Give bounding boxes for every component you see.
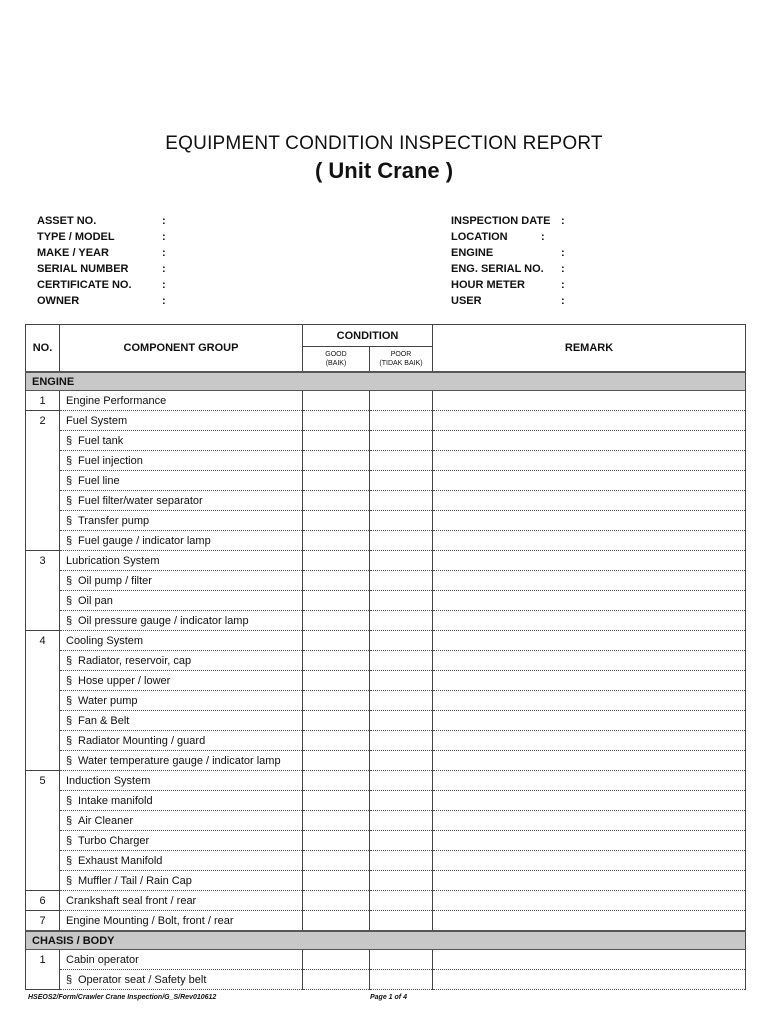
- poor-cell[interactable]: [370, 891, 433, 911]
- info-label: ENG. SERIAL NO.: [451, 263, 544, 275]
- good-cell[interactable]: [303, 691, 370, 711]
- bullet-icon: §: [66, 654, 73, 667]
- remark-cell[interactable]: [433, 871, 746, 891]
- poor-cell[interactable]: [370, 531, 433, 551]
- good-cell[interactable]: [303, 811, 370, 831]
- info-colon: :: [162, 215, 166, 227]
- component-label: Air Cleaner: [78, 814, 134, 827]
- bullet-icon: §: [66, 854, 73, 867]
- good-cell[interactable]: [303, 831, 370, 851]
- row-number: 1: [26, 391, 60, 411]
- component-label: Induction System: [66, 774, 151, 787]
- component-cell: [60, 491, 303, 511]
- good-cell[interactable]: [303, 711, 370, 731]
- good-cell[interactable]: [303, 471, 370, 491]
- component-cell: [60, 811, 303, 831]
- info-field: [451, 261, 651, 277]
- poor-cell[interactable]: [370, 611, 433, 631]
- poor-cell[interactable]: [370, 451, 433, 471]
- component-cell: [60, 970, 303, 990]
- component-label: Fuel filter/water separator: [78, 494, 203, 507]
- component-cell: [60, 891, 303, 911]
- row-number: [26, 511, 60, 531]
- table-row: [26, 811, 746, 831]
- info-colon: :: [561, 279, 565, 291]
- remark-cell[interactable]: [433, 811, 746, 831]
- info-label: ENGINE: [451, 247, 494, 259]
- info-colon: :: [561, 295, 565, 307]
- component-cell: [60, 631, 303, 651]
- row-number: 4: [26, 631, 60, 651]
- component-label: Fuel System: [66, 414, 128, 427]
- col-good-header: GOOD (BAIK): [303, 347, 370, 373]
- poor-cell[interactable]: [370, 731, 433, 751]
- remark-cell[interactable]: [433, 751, 746, 771]
- poor-cell[interactable]: [370, 791, 433, 811]
- poor-cell[interactable]: [370, 471, 433, 491]
- table-row: [26, 791, 746, 811]
- table-row: [26, 431, 746, 451]
- remark-cell[interactable]: [433, 511, 746, 531]
- poor-cell[interactable]: [370, 831, 433, 851]
- bullet-icon: §: [66, 734, 73, 747]
- poor-cell[interactable]: [370, 751, 433, 771]
- table-row: [26, 571, 746, 591]
- poor-cell[interactable]: [370, 911, 433, 932]
- remark-cell[interactable]: [433, 471, 746, 491]
- info-field: [37, 261, 237, 277]
- component-cell: [60, 711, 303, 731]
- info-label: INSPECTION DATE: [451, 215, 551, 227]
- row-number: [26, 571, 60, 591]
- remark-cell[interactable]: [433, 491, 746, 511]
- component-cell: [60, 591, 303, 611]
- good-cell[interactable]: [303, 551, 370, 571]
- component-cell: [60, 431, 303, 451]
- table-row: [26, 891, 746, 911]
- row-number: [26, 591, 60, 611]
- component-cell: [60, 911, 303, 932]
- component-cell: [60, 691, 303, 711]
- remark-cell[interactable]: [433, 851, 746, 871]
- component-cell: [60, 771, 303, 791]
- table-row: [26, 411, 746, 431]
- remark-cell[interactable]: [433, 711, 746, 731]
- row-number: 5: [26, 771, 60, 791]
- info-field: [37, 293, 237, 309]
- bullet-icon: §: [66, 714, 73, 727]
- bullet-icon: §: [66, 834, 73, 847]
- component-label: Transfer pump: [78, 514, 150, 527]
- row-number: [26, 531, 60, 551]
- table-row: [26, 631, 746, 651]
- info-right-block: [451, 213, 651, 309]
- component-cell: [60, 871, 303, 891]
- bullet-icon: §: [66, 594, 73, 607]
- row-number: 6: [26, 891, 60, 911]
- inspection-table: [25, 324, 746, 990]
- table-row: [26, 391, 746, 411]
- info-field: [451, 293, 651, 309]
- info-field: [37, 245, 237, 261]
- row-number: [26, 691, 60, 711]
- poor-cell[interactable]: [370, 491, 433, 511]
- component-label: Cabin operator: [66, 953, 139, 966]
- remark-cell[interactable]: [433, 731, 746, 751]
- info-colon: :: [561, 263, 565, 275]
- info-field: [37, 229, 237, 245]
- row-number: [26, 851, 60, 871]
- remark-cell[interactable]: [433, 651, 746, 671]
- poor-cell[interactable]: [370, 391, 433, 411]
- good-cell[interactable]: [303, 531, 370, 551]
- row-number: [26, 751, 60, 771]
- bullet-icon: §: [66, 794, 73, 807]
- info-label: OWNER: [37, 295, 80, 307]
- table-row: [26, 871, 746, 891]
- component-label: Crankshaft seal front / rear: [66, 894, 197, 907]
- good-cell[interactable]: [303, 871, 370, 891]
- component-label: Engine Mounting / Bolt, front / rear: [66, 914, 234, 927]
- bullet-icon: §: [66, 514, 73, 527]
- component-label: Fuel line: [78, 474, 120, 487]
- col-component-header: COMPONENT GROUP: [60, 325, 303, 373]
- good-cell[interactable]: [303, 771, 370, 791]
- remark-cell[interactable]: [433, 391, 746, 411]
- remark-cell[interactable]: [433, 911, 746, 932]
- remark-cell[interactable]: [433, 451, 746, 471]
- poor-cell[interactable]: [370, 631, 433, 651]
- row-number: [26, 970, 60, 990]
- component-label: Radiator Mounting / guard: [78, 734, 206, 747]
- section-header: [26, 372, 746, 391]
- info-left-block: [37, 213, 237, 309]
- good-cell[interactable]: [303, 911, 370, 932]
- poor-cell[interactable]: [370, 871, 433, 891]
- component-label: Engine Performance: [66, 394, 167, 407]
- table-row: [26, 551, 746, 571]
- component-cell: [60, 851, 303, 871]
- remark-cell[interactable]: [433, 691, 746, 711]
- good-cell[interactable]: [303, 651, 370, 671]
- row-number: [26, 711, 60, 731]
- poor-cell[interactable]: [370, 511, 433, 531]
- poor-cell[interactable]: [370, 851, 433, 871]
- row-number: [26, 871, 60, 891]
- component-label: Turbo Charger: [78, 834, 150, 847]
- bullet-icon: §: [66, 674, 73, 687]
- remark-cell[interactable]: [433, 611, 746, 631]
- table-row: [26, 471, 746, 491]
- report-subtitle: ( Unit Crane ): [314, 158, 454, 183]
- component-cell: [60, 791, 303, 811]
- info-colon: :: [162, 295, 166, 307]
- component-label: Fuel gauge / indicator lamp: [78, 534, 211, 547]
- remark-cell[interactable]: [433, 950, 746, 970]
- info-label: CERTIFICATE NO.: [37, 279, 132, 291]
- table-row: [26, 751, 746, 771]
- component-label: Oil pump / filter: [78, 574, 152, 587]
- component-label: Hose upper / lower: [78, 674, 171, 687]
- component-cell: [60, 551, 303, 571]
- component-label: Oil pan: [78, 594, 113, 607]
- info-colon: :: [162, 263, 166, 275]
- remark-cell[interactable]: [433, 891, 746, 911]
- info-colon: :: [162, 247, 166, 259]
- remark-cell[interactable]: [433, 970, 746, 990]
- remark-cell[interactable]: [433, 531, 746, 551]
- table-row: [26, 950, 746, 970]
- info-label: USER: [451, 295, 482, 307]
- component-cell: [60, 511, 303, 531]
- table-row: [26, 771, 746, 791]
- remark-cell[interactable]: [433, 631, 746, 651]
- component-cell: [60, 411, 303, 431]
- good-cell[interactable]: [303, 611, 370, 631]
- poor-cell[interactable]: [370, 591, 433, 611]
- info-label: SERIAL NUMBER: [37, 263, 129, 275]
- info-colon: :: [561, 215, 565, 227]
- good-cell[interactable]: [303, 731, 370, 751]
- poor-cell[interactable]: [370, 551, 433, 571]
- good-cell[interactable]: [303, 970, 370, 990]
- info-field: [451, 229, 651, 245]
- component-label: Cooling System: [66, 634, 144, 647]
- good-cell[interactable]: [303, 950, 370, 970]
- info-field: [37, 277, 237, 293]
- row-number: [26, 831, 60, 851]
- info-colon: :: [162, 231, 166, 243]
- component-cell: [60, 391, 303, 411]
- report-title: EQUIPMENT CONDITION INSPECTION REPORT: [165, 133, 603, 154]
- info-field: [451, 213, 651, 229]
- component-label: Water temperature gauge / indicator lamp: [78, 754, 281, 767]
- table-row: [26, 831, 746, 851]
- good-cell[interactable]: [303, 491, 370, 511]
- table-row: [26, 851, 746, 871]
- component-cell: [60, 451, 303, 471]
- remark-cell[interactable]: [433, 771, 746, 791]
- remark-cell[interactable]: [433, 831, 746, 851]
- component-label: Oil pressure gauge / indicator lamp: [78, 614, 249, 627]
- row-number: [26, 611, 60, 631]
- info-label: HOUR METER: [451, 279, 525, 291]
- bullet-icon: §: [66, 534, 73, 547]
- info-label: TYPE / MODEL: [37, 231, 115, 243]
- remark-cell[interactable]: [433, 791, 746, 811]
- component-label: Exhaust Manifold: [78, 854, 163, 867]
- remark-cell[interactable]: [433, 671, 746, 691]
- row-number: [26, 651, 60, 671]
- info-field: [37, 213, 237, 229]
- info-colon: :: [561, 247, 565, 259]
- row-number: 3: [26, 551, 60, 571]
- component-label: Water pump: [78, 694, 138, 707]
- col-condition-header: CONDITION: [303, 325, 433, 347]
- poor-cell[interactable]: [370, 411, 433, 431]
- component-label: Intake manifold: [78, 794, 153, 807]
- info-label: LOCATION: [451, 231, 508, 243]
- poor-cell[interactable]: [370, 711, 433, 731]
- poor-cell[interactable]: [370, 651, 433, 671]
- row-number: [26, 811, 60, 831]
- component-cell: [60, 471, 303, 491]
- component-label: Lubrication System: [66, 554, 160, 567]
- info-label: ASSET NO.: [37, 215, 97, 227]
- row-number: [26, 791, 60, 811]
- poor-cell[interactable]: [370, 811, 433, 831]
- row-number: 2: [26, 411, 60, 431]
- good-cell[interactable]: [303, 791, 370, 811]
- good-cell[interactable]: [303, 451, 370, 471]
- remark-cell[interactable]: [433, 431, 746, 451]
- bullet-icon: §: [66, 434, 73, 447]
- info-colon: :: [541, 231, 545, 243]
- bullet-icon: §: [66, 874, 73, 887]
- bullet-icon: §: [66, 494, 73, 507]
- good-cell[interactable]: [303, 631, 370, 651]
- table-row: [26, 491, 746, 511]
- good-cell[interactable]: [303, 591, 370, 611]
- col-no-header: NO.: [26, 325, 60, 373]
- section-title: CHASIS / BODY: [26, 931, 746, 950]
- row-number: [26, 491, 60, 511]
- section-title: ENGINE: [26, 372, 746, 391]
- table-row: [26, 911, 746, 932]
- table-row: [26, 671, 746, 691]
- bullet-icon: §: [66, 973, 73, 986]
- component-label: Fuel tank: [78, 434, 124, 447]
- poor-cell[interactable]: [370, 691, 433, 711]
- component-cell: [60, 671, 303, 691]
- section-header: [26, 931, 746, 950]
- remark-cell[interactable]: [433, 591, 746, 611]
- poor-cell[interactable]: [370, 431, 433, 451]
- component-label: Fan & Belt: [78, 714, 130, 727]
- poor-cell[interactable]: [370, 671, 433, 691]
- row-number: [26, 671, 60, 691]
- component-cell: [60, 950, 303, 970]
- component-cell: [60, 531, 303, 551]
- table-row: [26, 451, 746, 471]
- info-label: MAKE / YEAR: [37, 247, 109, 259]
- good-cell[interactable]: [303, 751, 370, 771]
- poor-cell[interactable]: [370, 571, 433, 591]
- remark-cell[interactable]: [433, 411, 746, 431]
- good-cell[interactable]: [303, 671, 370, 691]
- good-cell[interactable]: [303, 851, 370, 871]
- component-label: Fuel injection: [78, 454, 143, 467]
- good-cell[interactable]: [303, 571, 370, 591]
- info-field: [451, 245, 651, 261]
- component-label: Operator seat / Safety belt: [78, 973, 207, 986]
- good-cell[interactable]: [303, 391, 370, 411]
- remark-cell[interactable]: [433, 571, 746, 591]
- bullet-icon: §: [66, 754, 73, 767]
- good-cell[interactable]: [303, 511, 370, 531]
- bullet-icon: §: [66, 454, 73, 467]
- component-cell: [60, 651, 303, 671]
- row-number: 7: [26, 911, 60, 932]
- component-cell: [60, 731, 303, 751]
- table-row: [26, 611, 746, 631]
- poor-cell[interactable]: [370, 970, 433, 990]
- component-label: Muffler / Tail / Rain Cap: [78, 874, 192, 887]
- col-remark-header: REMARK: [433, 325, 746, 373]
- component-cell: [60, 831, 303, 851]
- table-row: [26, 531, 746, 551]
- row-number: 1: [26, 950, 60, 970]
- table-row: [26, 511, 746, 531]
- row-number: [26, 431, 60, 451]
- bullet-icon: §: [66, 574, 73, 587]
- row-number: [26, 451, 60, 471]
- table-row: [26, 731, 746, 751]
- info-field: [451, 277, 651, 293]
- component-cell: [60, 571, 303, 591]
- bullet-icon: §: [66, 474, 73, 487]
- table-row: [26, 691, 746, 711]
- component-label: Radiator, reservoir, cap: [78, 654, 192, 667]
- bullet-icon: §: [66, 814, 73, 827]
- table-row: [26, 651, 746, 671]
- poor-cell[interactable]: [370, 950, 433, 970]
- bullet-icon: §: [66, 614, 73, 627]
- good-cell[interactable]: [303, 431, 370, 451]
- col-poor-header: POOR (TIDAK BAIK): [370, 347, 433, 373]
- form-code: HSEOS2/Form/Crawler Crane Inspection/G_S/Rev010612: [28, 994, 217, 1001]
- bullet-icon: §: [66, 694, 73, 707]
- remark-cell[interactable]: [433, 551, 746, 571]
- row-number: [26, 731, 60, 751]
- poor-cell[interactable]: [370, 771, 433, 791]
- table-row: [26, 970, 746, 990]
- component-cell: [60, 611, 303, 631]
- good-cell[interactable]: [303, 891, 370, 911]
- info-colon: :: [162, 279, 166, 291]
- good-cell[interactable]: [303, 411, 370, 431]
- component-cell: [60, 751, 303, 771]
- row-number: [26, 471, 60, 491]
- page-number: Page 1 of 4: [370, 994, 407, 1001]
- table-row: [26, 711, 746, 731]
- table-row: [26, 591, 746, 611]
